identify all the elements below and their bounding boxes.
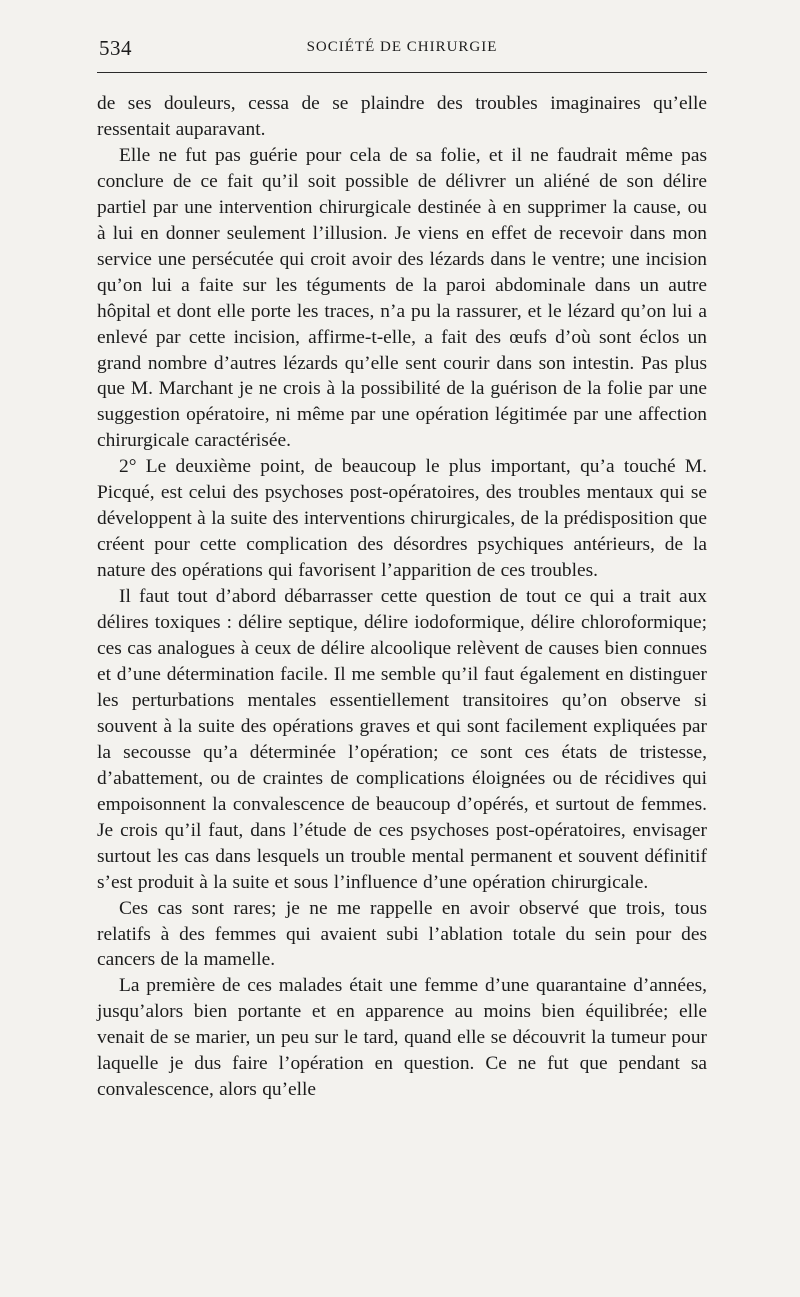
paragraph: Il faut tout d’abord débarrasser cette question de tout ce qui a trait aux délires toxiques : délire septique, délire iodoformique, délire chloroformique; ces cas analogues à ceux de délire alcoolique relèvent de causes bien connues et d’une détermination facile. Il me semble qu’il faut également en distinguer les perturbations mentales essentiellement transitoires qu’on observe si souvent à la suite des opérations graves et qui sont facilement expliquées par la secousse qu’a déterminée l’opération; ce sont ces états de tristesse, d’abattement, ou de craintes de complications éloignées ou de récidives qui empoisonnent la convalescence de beaucoup d’opérés, et surtout de femmes. Je crois qu’il faut, dans l’étude de ces psychoses post-opératoires, envisager surtout les cas dans lesquels un trouble mental permanent et souvent définitif s’est produit à la suite et sous l’influence d’une opération chirurgicale. [97,586,707,893]
header-rule [97,72,707,73]
paragraph: 2° Le deuxième point, de beaucoup le plus important, qu’a touché M. Picqué, est celui des psychoses post-opératoires, des troubles mentaux qui se développent à la suite des interventions chirurgicales, de la prédisposition que créent pour cette complication des désordres psychiques antérieurs, de la nature des opérations qui favorisent l’apparition de ces troubles. [97,456,707,582]
page-number: 534 [99,36,132,60]
book-page [97,0,707,1297]
body-text [97,91,707,1103]
paragraph: La première de ces malades était une femme d’une quarantaine d’années, jusqu’alors bien portante et en apparence au moins bien équilibrée; elle venait de se marier, un peu sur le tard, quand elle se découvrit la tumeur pour laquelle je dus faire l’opération en question. Ce ne fut que pendant sa convalescence, alors qu’elle [97,975,707,1101]
paragraph-continued: de ses douleurs, cessa de se plaindre des troubles imaginaires qu’elle ressentait auparavant. [97,93,707,140]
running-title: SOCIÉTÉ DE CHIRURGIE [306,39,498,55]
paragraph: Elle ne fut pas guérie pour cela de sa folie, et il ne faudrait même pas conclure de ce fait qu’il soit possible de délivrer un aliéné de son délire partiel par une intervention chirurgicale destinée à en supprimer la cause, ou à lui en donner seulement l’illusion. Je viens en effet de recevoir dans mon service une persécutée qui croit avoir des lézards dans le ventre; une incision qu’on lui a faite sur les téguments de la paroi abdominale dans un autre hôpital et dont elle porte les traces, n’a pu la rassurer, et le lézard qu’on lui a enlevé par cette incision, affirme-t-elle, a fait des œufs d’où sont éclos un grand nombre d’autres lézards qu’elle sent courir dans son intestin. Pas plus que M. Marchant je ne crois à la possibilité de la guérison de la folie par une suggestion opératoire, ni même par une opération légitimée par une affection chirurgicale caractérisée. [97,144,707,452]
running-head [97,36,707,60]
paragraph: Ces cas sont rares; je ne me rappelle en avoir observé que trois, tous relatifs à des femmes qui avaient subi l’ablation totale du sein pour des cancers de la mamelle. [97,897,707,971]
